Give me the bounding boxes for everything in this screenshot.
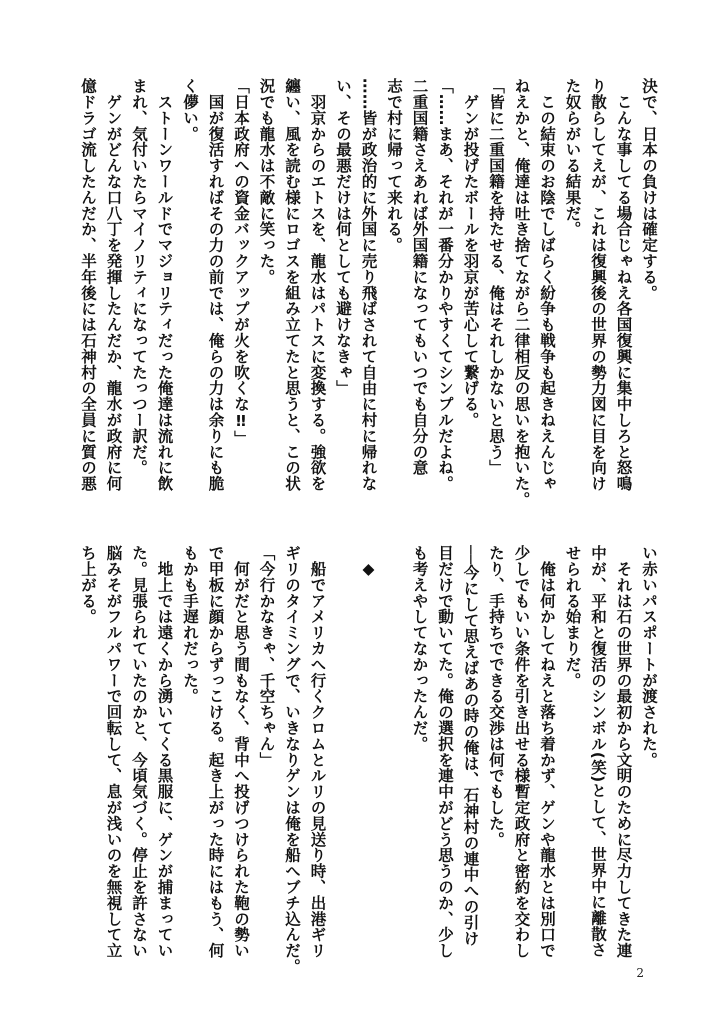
section-divider: ◆ <box>359 560 378 579</box>
text-line: 「今行かなきゃ、千空ちゃん」 <box>257 545 276 768</box>
text-block-bottom <box>57 545 661 979</box>
text-line: 「皆に二重国籍を持たせる、俺はそれしかないと思う」 <box>487 78 505 476</box>
text-line: それは石の世界の最初から文明のために尽力してきた連 <box>614 545 633 959</box>
text-line: も考えやしてなかったんだ。 <box>410 545 429 752</box>
text-line: 纏い、風を読む様にロゴスを組み立てたと思うと、この状 <box>283 78 301 492</box>
text-line: ねえかと、俺達は吐き捨てながら二律相反の思いを抱いた。 <box>512 78 531 508</box>
text-line <box>330 545 356 979</box>
text-line: まれ、気付いたらマイノリティになってたっつー訳だ。 <box>130 78 148 476</box>
text-line: ち上がる。 <box>79 545 97 625</box>
text-line: 何がだと思う間もなく、背中へ投げつけられた鞄の勢い <box>232 545 250 959</box>
text-line: ……皆が政治的に外国に売り飛ばされて自由に村に帰れな <box>359 78 378 492</box>
text-block-top <box>57 78 661 512</box>
text-line: 地上では遠くから湧いてくる黒服に、ゲンが捕まってい <box>155 545 174 959</box>
text-line: 俺は何かしてねえと落ち着かず、ゲンや龍水とは別口で <box>538 545 556 959</box>
text-line: もかも手遅れだった。 <box>181 545 199 704</box>
text-line: 少しでもいい条件を引き出せる様暫定政府と密約を交わし <box>512 545 531 959</box>
text-line: 決で、日本の負けは確定する。 <box>640 78 658 301</box>
text-line: この結束のお陰でしばらく紛争も戦争も起きねえんじゃ <box>538 78 556 492</box>
text-line: 億ドラゴ流したんだか、半年後には石神村の全員に質の悪 <box>79 78 97 492</box>
text-line: い赤いパスポートが渡された。 <box>640 545 658 768</box>
text-line: 脳みそがフルパワーで回転して、息が浅いのを無視して立 <box>104 545 123 959</box>
text-line: 「……まあ、それが一番分かりやすくてシンプルだよね。 <box>436 78 454 492</box>
text-line: 中が、平和と復活のシンボル(笑)として、世界中に離散さ <box>589 545 607 958</box>
text-line: ギリのタイミングで、いきなりゲンは俺を船へブチ込んだ。 <box>283 545 301 975</box>
text-line: こんな事してる場合じゃねえ各国復興に集中しろと怒鳴 <box>614 78 633 492</box>
text-line: い、その最悪だけは何としても避けなきゃ」 <box>334 78 352 396</box>
text-line: 目だけで動いてた。俺の選択を連中がどう思うのか、少し <box>436 545 454 959</box>
text-line: 志で村に帰って来れる。 <box>385 78 403 253</box>
text-line <box>381 545 407 979</box>
text-line: ゲンが投げたボールを羽京が苦心して繋げる。 <box>461 78 480 428</box>
text-line: た奴らがいる結果だ。 <box>563 78 582 237</box>
text-line: で甲板に顔からずっこける。起き上がった時にはもう、何 <box>206 545 225 959</box>
text-line: り散らしてえが、これは復興後の世界の勢力図に目を向け <box>589 78 607 492</box>
text-line: たり、手持ちでできる交渉は何でもした。 <box>487 545 505 848</box>
text-line: 船でアメリカへ行くクロムとルリの見送り時、出港ギリ <box>308 545 327 959</box>
text-line: ──今にして思えばあの時の俺は、石神村の連中への引け <box>461 545 480 947</box>
text-line: 国が復活すればその力の前では、俺らの力は余りにも脆 <box>206 78 225 492</box>
page-number: 2 <box>636 966 644 980</box>
text-line: 羽京からのエトスを、龍水はパトスに変換する。強欲を <box>308 78 327 492</box>
text-line: た。見張られていたのかと、今頃気づく。停止を許さない <box>130 545 148 959</box>
text-line: ゲンがどんな口八丁を発揮したんだか、龍水が政府に何 <box>104 78 123 492</box>
text-line: く儚い。 <box>181 78 199 142</box>
text-line: 「日本政府への資金バックアップが火を吹くな‼」 <box>232 78 250 447</box>
text-line: 二重国籍さえあれば外国籍になってもいつでも自分の意 <box>410 78 429 476</box>
text-line: せられる始まりだ。 <box>563 545 582 689</box>
text-line: 況でも龍水は不敵に笑った。 <box>257 78 276 285</box>
text-line: ストーンワールドでマジョリティだった俺達は流れに飲 <box>155 78 174 492</box>
